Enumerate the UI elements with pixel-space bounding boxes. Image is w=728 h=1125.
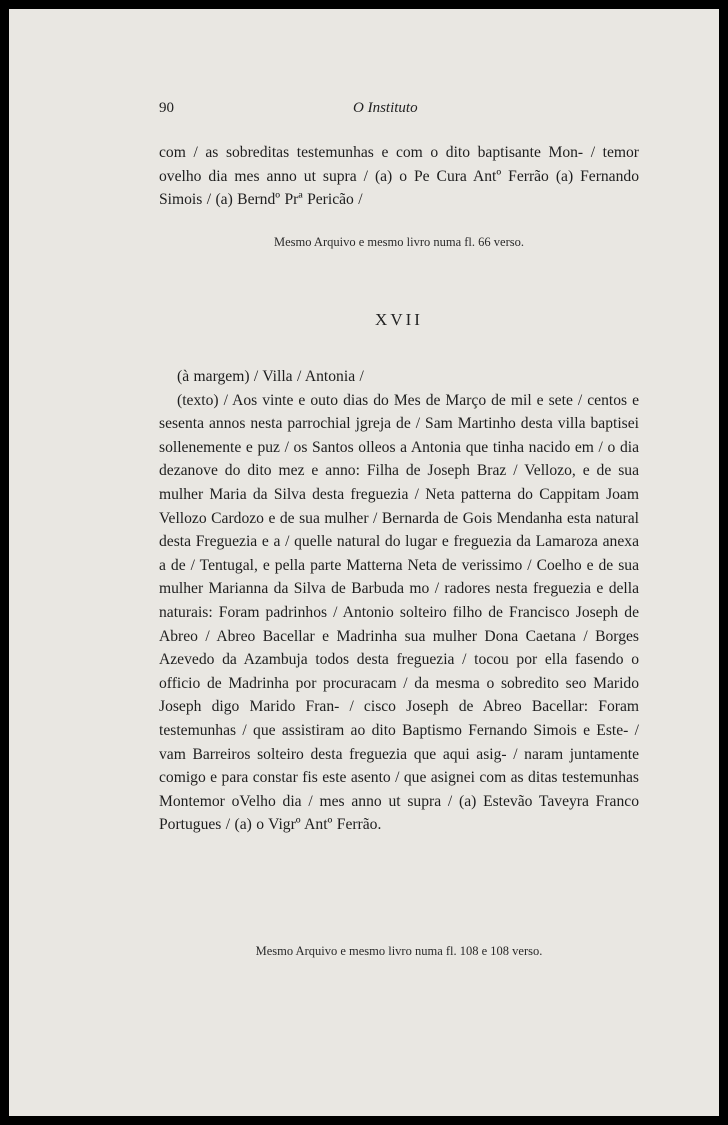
book-page [9, 9, 719, 1116]
page-number: 90 [159, 100, 174, 116]
paragraph-text: (texto) / Aos vinte e outo dias do Mes de Março de mil e sete / centos e sesenta annos nesta parrochial jgreja de / Sam Martinho desta villa baptisei sollenemente e puz / os Santos olleos a Antonia que tinha nacido em / o dia dezanove do dito mez e anno: Filha de Joseph Braz / Vellozo, e de sua mulher Maria da Silva desta freguezia / Neta patterna do Cappitam Joam Vellozo Cardozo e de sua mulher / Bernarda de Gois Mendanha esta natural desta Freguezia e a / quelle natural do lugar e freguezia da Lamaroza anexa a de / Tentugal, e pella parte Matterna Neta de verissimo / Coelho e de sua mulher Marianna da Silva de Barbuda mo / radores nesta freguezia e della naturais: Foram padrinhos / Antonio solteiro filho de Francisco Joseph de Abreo / Abreo Bacellar e Madrinha sua mulher Dona Caetana / Borges Azevedo da Azambuja todos desta freguezia / tocou por ella fasendo o officio de Madrinha por procuracam / da mesma o sobredito seo Marido Joseph digo Marido Fran- / cisco Joseph de Abreo Bacellar: Foram testemunhas / que assistiram ao dito Baptismo Fernando Simois e Este- / vam Barreiros solteiro desta freguezia que aqui asig- / naram juntamente comigo e para constar fis este asento / que asignei com as ditas testemunhas Montemor oVelho dia / mes anno ut supra / (a) Estevão Taveyra Franco Portugues / (a) o Vigrº Antº Ferrão. [159, 391, 639, 834]
paragraph-text: com / as sobreditas testemunhas e com o dito baptisante Mon- / temor ovelho dia mes anno ut supra / (a) o Pe Cura Antº Ferrão (a) Fernando Simois / (a) Berndº Prª Pericão / [159, 144, 639, 209]
source-note: Mesmo Arquivo e mesmo livro numa fl. 108 e 108 verso. [255, 944, 543, 958]
section-heading: XVII [375, 310, 423, 329]
running-title: O Instituto [353, 100, 418, 116]
record-paragraph [159, 365, 639, 837]
margin-note: (à margem) / Villa / Antonia / [177, 368, 364, 385]
source-note: Mesmo Arquivo e mesmo livro numa fl. 66 verso. [274, 235, 524, 249]
page-header [159, 100, 639, 124]
continued-paragraph [159, 141, 639, 212]
